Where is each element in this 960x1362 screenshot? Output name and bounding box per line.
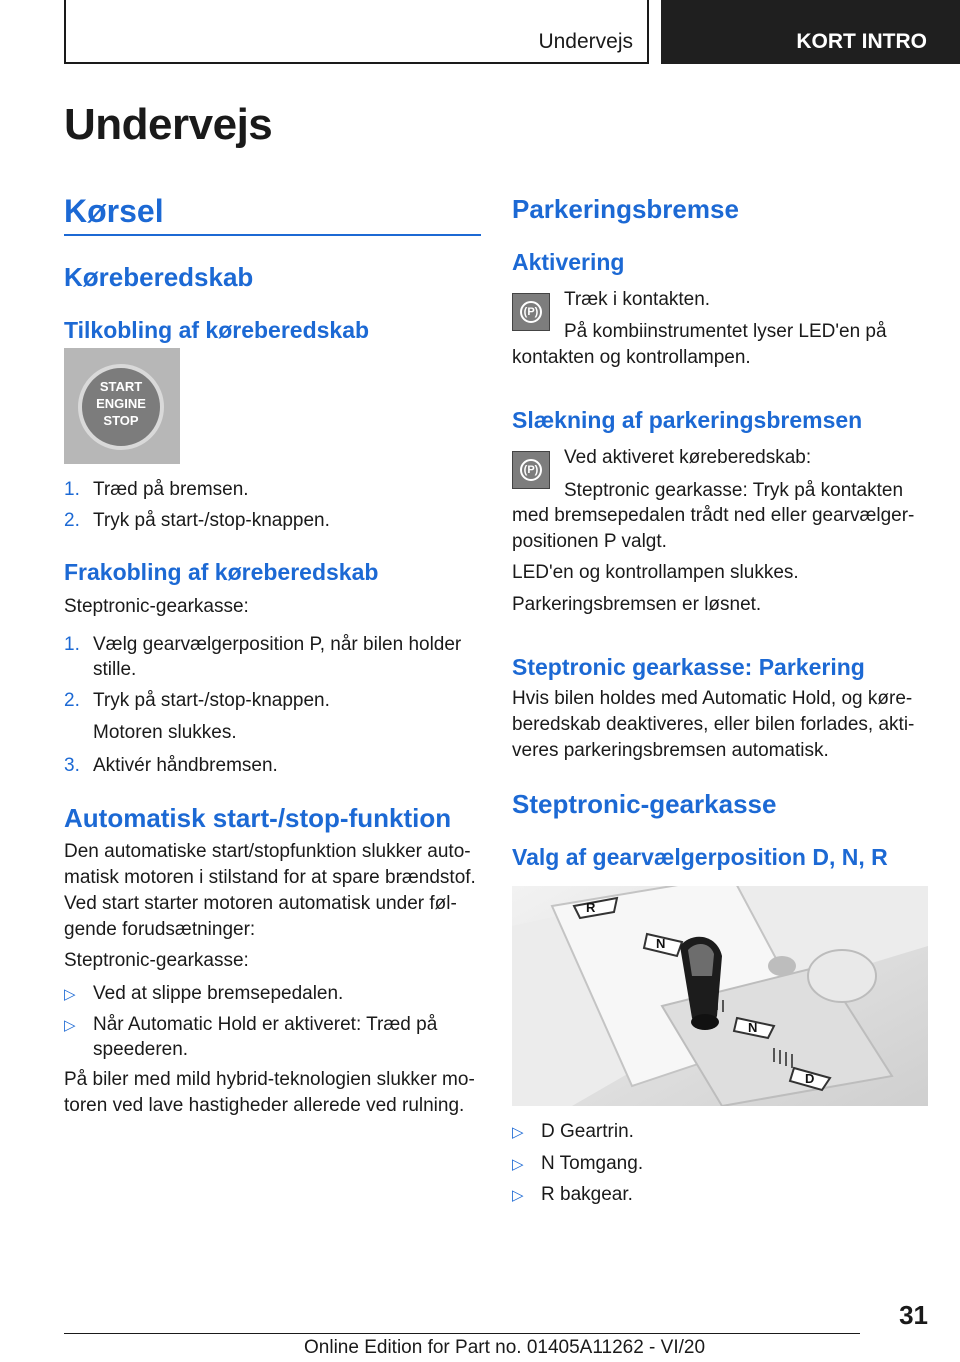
paragraph: Steptronic gearkasse: Tryk på kontakten bbox=[564, 480, 904, 501]
footer-edition: Online Edition for Part no. 01405A11262 - VI/20 bbox=[304, 1337, 706, 1358]
gear-label-n-lower: N bbox=[748, 1020, 758, 1035]
start-stop-button-image bbox=[64, 348, 180, 464]
header-chapter-label: KORT INTRO bbox=[796, 30, 927, 53]
footer-rule bbox=[64, 1333, 860, 1334]
gear-selector-image bbox=[512, 886, 928, 1106]
heading-rule bbox=[64, 234, 481, 236]
paragraph-line: Ved start starter motoren automatisk under føl- bbox=[64, 893, 457, 914]
paragraph: positionen P valgt. bbox=[512, 531, 667, 552]
bullet-item-continuation: speederen. bbox=[93, 1039, 189, 1060]
bullet-item: ▷ D Geartrin. bbox=[512, 1121, 634, 1142]
heading-aktivering: Aktivering bbox=[512, 249, 625, 275]
heading-automatisk: Automatisk start-/stop-funktion bbox=[64, 803, 452, 833]
page-number: 31 bbox=[899, 1300, 928, 1330]
bullet-item: ▷ R bakgear. bbox=[512, 1184, 633, 1205]
list-item-note: Motoren slukkes. bbox=[93, 722, 237, 743]
list-item: 2. Tryk på start-/stop-knappen. bbox=[64, 690, 330, 711]
heading-steptronic-parkering: Steptronic gearkasse: Parkering bbox=[512, 654, 865, 680]
list-item: 1. Træd på bremsen. bbox=[64, 479, 249, 500]
paragraph: LED'en og kontrollampen slukkes. bbox=[512, 562, 799, 583]
paragraph-line: veres parkeringsbremsen automatisk. bbox=[512, 740, 829, 761]
paragraph: Steptronic-gearkasse: bbox=[64, 950, 249, 971]
list-item: 2. Tryk på start-/stop-knappen. bbox=[64, 510, 330, 531]
header-chapter-tab bbox=[661, 0, 960, 64]
gear-selector-illustration bbox=[512, 886, 928, 1106]
paragraph: Parkeringsbremsen er løsnet. bbox=[512, 594, 762, 615]
heading-steptronic-gearkasse: Steptronic-gearkasse bbox=[512, 789, 777, 819]
heading-slaekning: Slækning af parkeringsbremsen bbox=[512, 407, 863, 433]
page-title: Undervejs bbox=[64, 100, 273, 149]
bullet-item: ▷ N Tomgang. bbox=[512, 1153, 644, 1174]
bullet-item: ▷ Når Automatic Hold er aktiveret: Træd på bbox=[64, 1014, 438, 1035]
header-section-tab bbox=[64, 0, 649, 64]
header-section-label: Undervejs bbox=[538, 30, 633, 53]
paragraph-line: gende forudsætninger: bbox=[64, 919, 256, 940]
heading-koreberedskab: Køreberedskab bbox=[64, 262, 254, 292]
paragraph: Steptronic-gearkasse: bbox=[64, 596, 249, 617]
paragraph-line: beredskab deaktiveres, eller bilen forlades, akti- bbox=[512, 714, 915, 735]
paragraph: kontakten og kontrollampen. bbox=[512, 347, 751, 368]
list-item: 1. Vælg gearvælgerposition P, når bilen holder bbox=[64, 634, 462, 655]
heading-tilkobling: Tilkobling af køreberedskab bbox=[64, 317, 370, 343]
heading-korsel: Kørsel bbox=[64, 193, 164, 229]
paragraph-line: toren ved lave hastigheder allerede ved rulning. bbox=[64, 1095, 465, 1116]
paragraph: med bremsepedalen trådt ned eller gearvælger- bbox=[512, 505, 915, 526]
bullet-item: ▷ Ved at slippe bremsepedalen. bbox=[64, 983, 344, 1004]
heading-valg: Valg af gearvælgerposition D, N, R bbox=[512, 844, 888, 870]
paragraph: Ved aktiveret køreberedskab: bbox=[564, 447, 812, 468]
button-text: START ENGINE STOP bbox=[96, 379, 146, 428]
parking-brake-icon: (P) bbox=[512, 451, 550, 489]
heading-parkeringsbremse: Parkeringsbremse bbox=[512, 194, 739, 224]
gear-label-r: R bbox=[586, 900, 596, 915]
paragraph-line: På biler med mild hybrid-teknologien slukker mo- bbox=[64, 1069, 475, 1090]
paragraph: På kombiinstrumentet lyser LED'en på bbox=[564, 321, 887, 342]
list-item: 3. Aktivér håndbremsen. bbox=[64, 755, 278, 776]
paragraph-line: matisk motoren i stilstand for at spare brændstof. bbox=[64, 867, 476, 888]
gear-label-d: D bbox=[805, 1071, 815, 1086]
gear-label-n: N bbox=[656, 936, 666, 951]
list-item-continuation: stille. bbox=[93, 659, 137, 680]
paragraph: Træk i kontakten. bbox=[564, 289, 711, 310]
heading-frakobling: Frakobling af køreberedskab bbox=[64, 559, 379, 585]
parking-brake-icon: (P) bbox=[512, 293, 550, 331]
paragraph-line: Hvis bilen holdes med Automatic Hold, og køre- bbox=[512, 688, 913, 709]
paragraph-line: Den automatiske start/stopfunktion slukker auto- bbox=[64, 841, 471, 862]
